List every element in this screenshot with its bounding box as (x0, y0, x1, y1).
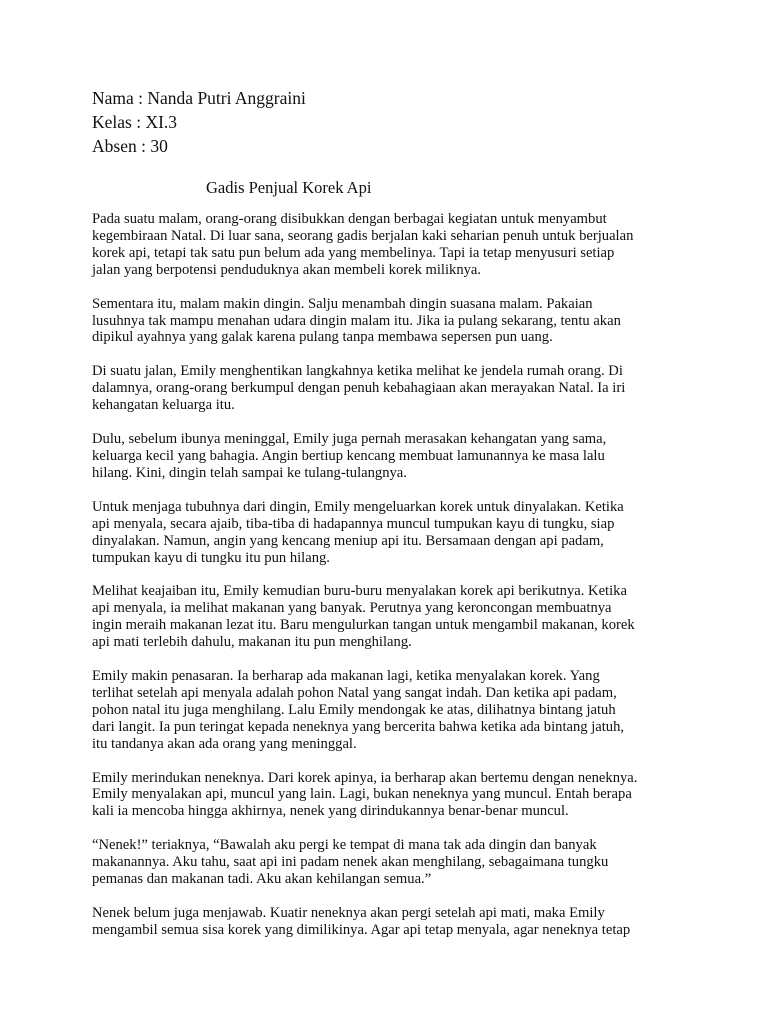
student-info (92, 86, 306, 158)
student-attendance-number: Absen : 30 (92, 136, 168, 156)
paragraph (92, 363, 682, 414)
text-line: ingin meraih makanan lezat itu. Baru mengulurkan tangan untuk mengambil makanan, korek (92, 617, 635, 634)
text-line: api menyala, ia melihat makanan yang banyak. Perutnya yang keroncongan membuatnya (92, 600, 612, 617)
paragraph (92, 837, 682, 888)
text-line: “Nenek!” teriaknya, “Bawalah aku pergi ke tempat di mana tak ada dingin dan banyak (92, 837, 597, 854)
paragraph (92, 211, 682, 279)
paragraph (92, 583, 682, 651)
text-line: Di suatu jalan, Emily menghentikan langkahnya ketika melihat ke jendela rumah orang. Di (92, 363, 623, 380)
text-line: Dulu, sebelum ibunya meninggal, Emily juga pernah merasakan kehangatan yang sama, (92, 431, 607, 448)
paragraph (92, 668, 682, 753)
text-line: pohon natal itu juga menghilang. Lalu Emily mendongak ke atas, dilihatnya bintang jatuh (92, 701, 616, 718)
text-line: kegembiraan Natal. Di luar sana, seorang gadis berjalan kaki seharian penuh untuk berjualan (92, 227, 634, 244)
text-line: dari langit. Ia pun teringat kepada neneknya yang bercerita bahwa ketika ada bintang jatuh, (92, 718, 625, 735)
text-line: api menyala, secara ajaib, tiba-tiba di hadapannya muncul tumpukan kayu di tungku, siap (92, 515, 615, 532)
paragraph (92, 905, 682, 939)
text-line: mengambil semua sisa korek yang dimilikinya. Agar api tetap menyala, agar neneknya tetap (92, 921, 631, 938)
text-line: makanannya. Aku tahu, saat api ini padam nenek akan menghilang, sebagaimana tungku (92, 854, 609, 871)
text-line: Melihat keajaiban itu, Emily kemudian buru-buru menyalakan korek api berikutnya. Ketika (92, 583, 627, 600)
text-line: itu tandanya akan ada orang yang meninggal. (92, 735, 357, 752)
text-line: dipikul ayahnya yang galak karena pulang tanpa membawa sepersen pun uang. (92, 329, 553, 346)
text-line: keluarga kecil yang bahagia. Angin bertiup kencang membuat lamunannya ke masa lalu (92, 447, 605, 464)
text-line: jalan yang berpotensi penduduknya akan membeli korek miliknya. (92, 261, 482, 278)
student-name: Nama : Nanda Putri Anggraini (92, 88, 306, 108)
text-line: Emily makin penasaran. Ia berharap ada makanan lagi, ketika menyalakan korek. Yang (92, 668, 600, 685)
text-line: Emily merindukan neneknya. Dari korek apinya, ia berharap akan bertemu dengan neneknya. (92, 769, 638, 786)
story-title: Gadis Penjual Korek Api (206, 178, 372, 197)
text-line: korek api, tetapi tak satu pun belum ada yang membelinya. Tapi ia tetap menyusuri setiap (92, 244, 615, 261)
text-line: hilang. Kini, dingin telah sampai ke tulang-tulangnya. (92, 464, 407, 481)
text-line: dinyalakan. Namun, angin yang kencang meniup api itu. Bersamaan dengan api padam, (92, 532, 604, 549)
text-line: kehangatan keluarga itu. (92, 397, 235, 414)
paragraph (92, 431, 682, 482)
story-body (92, 211, 682, 956)
text-line: Pada suatu malam, orang-orang disibukkan dengan berbagai kegiatan untuk menyambut (92, 211, 607, 227)
text-line: tumpukan kayu di tungku itu pun hilang. (92, 549, 330, 566)
text-line: pemanas dan makanan tadi. Aku akan kehilangan semua.” (92, 871, 432, 888)
paragraph (92, 770, 682, 821)
text-line: dalamnya, orang-orang berkumpul dengan penuh kebahagiaan akan merayakan Natal. Ia iri (92, 380, 626, 397)
text-line: api mati terlebih dahulu, makanan itu pun menghilang. (92, 634, 412, 651)
text-line: Sementara itu, malam makin dingin. Salju menambah dingin suasana malam. Pakaian (92, 295, 593, 312)
paragraph (92, 296, 682, 347)
text-line: kali ia mencoba hingga akhirnya, nenek yang dirindukannya benar-benar muncul. (92, 803, 569, 820)
paragraph (92, 499, 682, 567)
text-line: Untuk menjaga tubuhnya dari dingin, Emily mengeluarkan korek untuk dinyalakan. Ketika (92, 498, 624, 515)
text-line: Emily menyalakan api, muncul yang lain. Lagi, bukan neneknya yang muncul. Entah berapa (92, 786, 632, 803)
student-class: Kelas : XI.3 (92, 112, 178, 132)
text-line: lusuhnya tak mampu menahan udara dingin malam itu. Jika ia pulang sekarang, tentu akan (92, 312, 621, 329)
text-line: Nenek belum juga menjawab. Kuatir neneknya akan pergi setelah api mati, maka Emily (92, 905, 605, 921)
text-line: terlihat setelah api menyala adalah pohon Natal yang sangat indah. Dan ketika api padam, (92, 684, 617, 701)
